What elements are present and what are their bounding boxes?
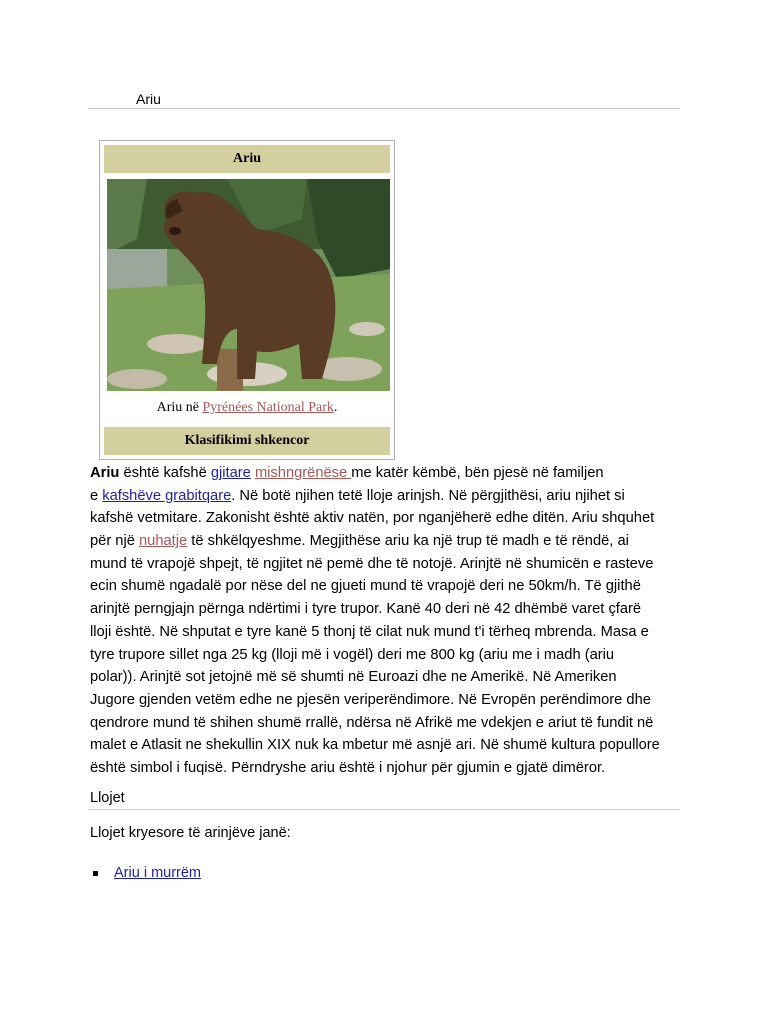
section-heading: Llojet (90, 790, 125, 806)
text-line: Jugore gjenden vetëm edhe ne pjesën veriperëndimore. Në Evropën perëndimore dhe (90, 691, 651, 708)
section-intro: Llojet kryesore të arinjëve janë: (90, 825, 291, 841)
caption-text: Ariu në (156, 400, 203, 415)
link-kafsheve-grabitqare[interactable]: kafshëve grabitqare (102, 487, 232, 504)
text-line: arinjtë perngjajn përnga ndërtimi i tyre trupor. Kanë 40 deri në 42 dhëmbë varet çfarë (90, 601, 642, 618)
text-line: lloji është. Në shputat e tyre kanë 5 thonj të cilat nuk mund t'i tërheq mbrenda. Masa e (90, 623, 649, 640)
caption-link[interactable]: Pyrénées National Park (202, 400, 334, 415)
brown-bear-photo (107, 179, 390, 391)
text-line (90, 530, 680, 553)
bullet-icon (93, 871, 98, 876)
text-span: e (90, 487, 103, 504)
classification-heading: Klasifikimi shkencor (104, 427, 390, 455)
article-paragraph (90, 462, 680, 780)
title-divider (88, 108, 680, 109)
link-ariu-i-murrem[interactable]: Ariu i murrëm (114, 865, 202, 881)
photo-caption (104, 397, 390, 419)
link-mishngrenese[interactable]: mishngrënëse (254, 465, 352, 481)
page-title: Ariu (136, 91, 161, 107)
text-line: qendrore mund të shihen shumë rrallë, ndërsa në Afrikë me vdekjen e ariut të fundit në (90, 714, 654, 731)
text-line (90, 462, 680, 485)
text-span: . Në botë njihen tetë lloje arinjsh. Në përgjithësi, ariu njihet si (231, 487, 625, 504)
taxobox (99, 140, 395, 460)
text-line: kafshë vetmitare. Zakonisht është aktiv natën, por nganjëherë edhe ditën. Ariu shquhet (90, 510, 655, 527)
link-nuhatje[interactable]: nuhatje (139, 533, 188, 550)
text-span: të shkëlqyeshme. Megjithëse ariu ka një trup të madh e të rëndë, ai (187, 533, 629, 550)
species-list (90, 864, 201, 882)
list-item (90, 864, 201, 882)
bold-term: Ariu (90, 465, 120, 481)
text-line: ecin shumë ngadalë por nëse del ne gjueti mund të vrapojë deri ne 50km/h. Të gjithë (90, 578, 641, 595)
text-line: mund të vrapojë shpejt, të ngjitet në pemë dhe të notojë. Arinjtë në shumicën e rasteve (90, 555, 654, 572)
text-span: me katër këmbë, bën pjesë në familjen (351, 465, 604, 481)
section-divider (88, 809, 680, 810)
text-line (90, 485, 680, 508)
text-span: është kafshë (119, 465, 211, 481)
text-line: polar)). Arinjtë sot jetojnë më së shumti në Euroazi dhe ne Amerikë. Në Ameriken (90, 669, 617, 686)
caption-period: . (333, 400, 338, 415)
text-line: malet e Atlasit ne shekullin XIX nuk ka mbetur më asnjë ari. Në shumë kultura popullore (90, 737, 660, 754)
infobox-heading: Ariu (104, 145, 390, 173)
link-gjitare[interactable]: gjitare (210, 465, 251, 481)
text-line: është simbol i fuqisë. Përndryshe ariu është i njohur për gjumin e gjatë dimëror. (90, 759, 606, 776)
text-span: për një (90, 533, 139, 550)
text-line: tyre trupore sillet nga 25 kg (lloji më i vogël) deri me 800 kg (ariu me i madh (ariu (90, 646, 615, 663)
